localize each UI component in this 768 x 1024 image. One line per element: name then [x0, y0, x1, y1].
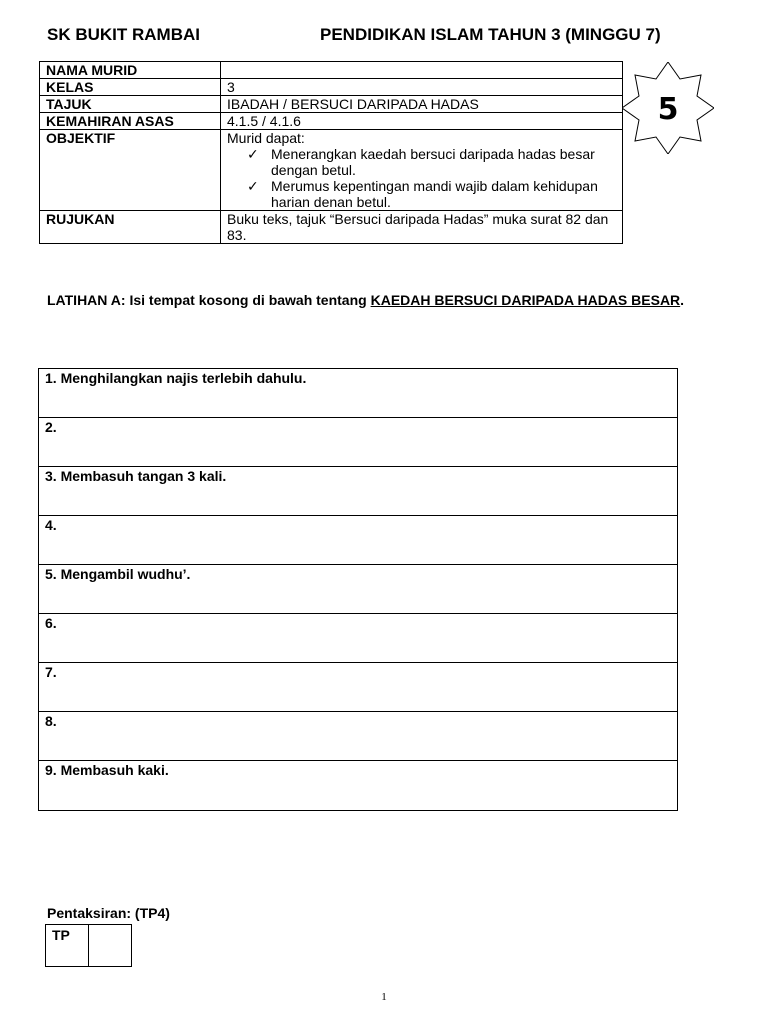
step-row-2[interactable]: 2.	[39, 418, 678, 467]
objektif-intro: Murid dapat:	[227, 130, 305, 146]
label-rujukan: RUJUKAN	[40, 211, 221, 244]
tp-label: TP	[46, 925, 89, 967]
subject-title: PENDIDIKAN ISLAM TAHUN 3 (MINGGU 7)	[320, 25, 661, 44]
check-icon: ✓	[247, 178, 259, 194]
step-row-6[interactable]: 6.	[39, 614, 678, 663]
badge-number: 5	[657, 92, 679, 127]
assessment-table	[45, 924, 132, 967]
exercise-period: .	[680, 292, 685, 308]
step-row-8[interactable]: 8.	[39, 712, 678, 761]
label-tajuk: TAJUK	[40, 96, 221, 113]
objektif-item	[247, 178, 616, 210]
field-nama-murid[interactable]	[221, 62, 623, 79]
objektif-item-text: Menerangkan kaedah bersuci daripada hadas besar dengan betul.	[271, 146, 595, 178]
value-objektif	[221, 130, 623, 211]
check-icon: ✓	[247, 146, 259, 162]
row-kemahiran	[40, 113, 623, 130]
tp-score-field[interactable]	[89, 925, 132, 967]
exercise-instruction	[47, 291, 707, 310]
row-nama-murid	[40, 62, 623, 79]
step-row-7[interactable]: 7.	[39, 663, 678, 712]
exercise-topic: KAEDAH BERSUCI DARIPADA HADAS BESAR	[370, 292, 681, 308]
label-kemahiran: KEMAHIRAN ASAS	[40, 113, 221, 130]
step-row-1: 1. Menghilangkan najis terlebih dahulu.	[39, 369, 678, 418]
week-badge	[622, 62, 714, 154]
step-row-9: 9. Membasuh kaki.	[39, 761, 678, 811]
star-badge-icon	[622, 62, 714, 154]
label-objektif: OBJEKTIF	[40, 130, 221, 211]
label-nama-murid: NAMA MURID	[40, 62, 221, 79]
value-kelas: 3	[221, 79, 623, 96]
student-info-table	[39, 61, 623, 244]
row-objektif	[40, 130, 623, 211]
row-rujukan	[40, 211, 623, 244]
step-row-4[interactable]: 4.	[39, 516, 678, 565]
exercise-instruction-text: Isi tempat kosong di bawah tentang	[129, 292, 371, 308]
assessment-label: Pentaksiran: (TP4)	[47, 905, 170, 921]
objektif-list	[227, 146, 616, 210]
label-kelas: KELAS	[40, 79, 221, 96]
step-row-5: 5. Mengambil wudhu’.	[39, 565, 678, 614]
value-tajuk: IBADAH / BERSUCI DARIPADA HADAS	[221, 96, 623, 113]
page-number: 1	[381, 991, 387, 1003]
row-kelas	[40, 79, 623, 96]
step-row-3: 3. Membasuh tangan 3 kali.	[39, 467, 678, 516]
exercise-colon: :	[120, 292, 130, 308]
value-kemahiran: 4.1.5 / 4.1.6	[221, 113, 623, 130]
row-tajuk	[40, 96, 623, 113]
exercise-label: LATIHAN A	[47, 292, 121, 308]
value-rujukan: Buku teks, tajuk “Bersuci daripada Hadas” muka surat 82 dan 83.	[221, 211, 623, 244]
objektif-item-text: Merumus kepentingan mandi wajib dalam kehidupan harian denan betul.	[271, 178, 598, 210]
steps-table	[38, 368, 678, 811]
school-name: SK BUKIT RAMBAI	[47, 25, 200, 44]
objektif-item	[247, 146, 616, 178]
